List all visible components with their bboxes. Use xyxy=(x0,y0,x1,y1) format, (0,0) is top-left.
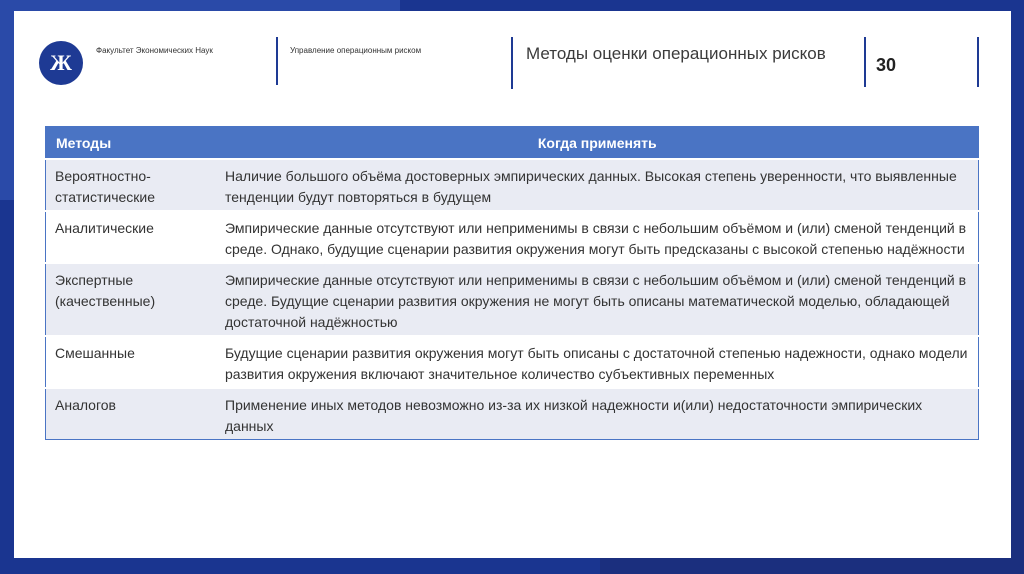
method-cell: Аналогов xyxy=(46,388,217,440)
faculty-label: Факультет Экономических Наук xyxy=(96,46,213,55)
hse-logo-icon xyxy=(39,41,83,85)
svg-text:Ж: Ж xyxy=(50,50,72,75)
table-row xyxy=(46,388,979,440)
when-cell: Применение иных методов невозможно из-за их низкой надежности и(или) недостаточности эмпирических данных xyxy=(216,388,979,440)
table-row xyxy=(46,159,979,211)
table-row xyxy=(46,336,979,388)
header-divider xyxy=(511,37,513,89)
method-cell: Аналитические xyxy=(46,211,217,263)
slide-title: Методы оценки операционных рисков xyxy=(526,44,826,63)
table-header-row xyxy=(46,127,979,160)
column-header-when: Когда применять xyxy=(216,127,979,160)
table-row xyxy=(46,263,979,336)
when-cell: Эмпирические данные отсутствуют или неприменимы в связи с небольшим объёмом и (или) сменой тенденций в среде. Будущие сценарии развития окружения не могут быть описаны математической моделью, обладающей достаточной надёжностью xyxy=(216,263,979,336)
column-header-methods: Методы xyxy=(46,127,217,160)
course-label: Управление операционным риском xyxy=(290,46,422,55)
slide xyxy=(14,11,1011,558)
when-cell: Будущие сценарии развития окружения могут быть описаны с достаточной степенью надежности, однако модели развития окружения включают значительное количество субъективных переменных xyxy=(216,336,979,388)
page-number: 30 xyxy=(876,55,897,75)
table-row xyxy=(46,211,979,263)
when-cell: Наличие большого объёма достоверных эмпирических данных. Высокая степень уверенности, что выявленные тенденции будут повторяться в будущем xyxy=(216,159,979,211)
method-cell: Экспертные (качественные) xyxy=(46,263,217,336)
methods-table xyxy=(45,126,979,440)
method-cell: Вероятностно-статистические xyxy=(46,159,217,211)
header-divider xyxy=(977,37,979,87)
header-divider xyxy=(864,37,866,87)
header-divider xyxy=(276,37,278,85)
when-cell: Эмпирические данные отсутствуют или неприменимы в связи с небольшим объёмом и (или) сменой тенденций в среде. Однако, будущие сценарии развития окружения могут быть предсказаны с высокой степенью надёжности xyxy=(216,211,979,263)
method-cell: Смешанные xyxy=(46,336,217,388)
